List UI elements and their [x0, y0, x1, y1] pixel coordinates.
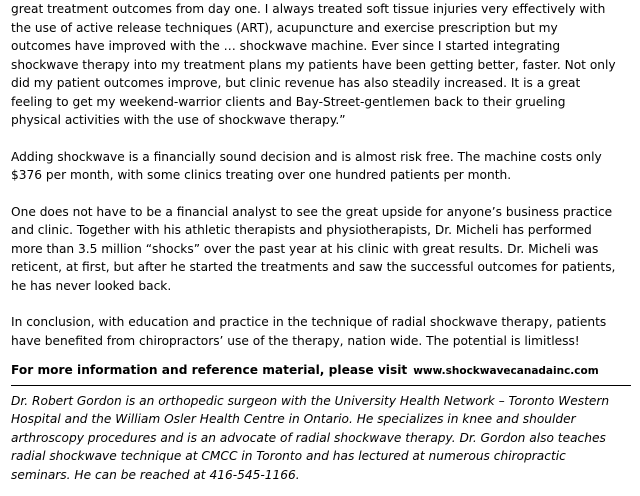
article-paragraph-2: Adding shockwave is a financially sound decision and is almost risk free. The machine costs only $376 per month, with some clinics treating over one hundred patients per month. [11, 149, 602, 182]
article-page [11, 0, 631, 496]
author-bio: Dr. Robert Gordon is an orthopedic surgeon with the University Health Network – Toronto Western Hospital and the William Osler Health Centre in Ontario. He specializes in knee and shoulder arthroscopy procedures and is an advocate of radial shockwave therapy. Dr. Gordon also teaches radial shockwave technique at CMCC in Toronto and has lectured at numerous chiropractic seminars. He can be reached at 416-545-1166. [11, 393, 610, 482]
more-info-label: For more information and reference material, please visit [11, 363, 408, 377]
more-info-line [11, 361, 631, 381]
article-paragraph-1: great treatment outcomes from day one. I always treated soft tissue injuries very effectively with the use of active release techniques (ART), acupuncture and exercise prescription but my outcomes have improved with the … shockwave machine. Ever since I started integrating shockwave therapy into my treatment plans my patients have been getting better, faster. Not only did my patient outcomes improve, but clinic revenue has also steadily increased. It is a great feeling to get my weekend-warrior clients and Bay-Street-gentlemen back to their grueling physical activities with the use of shockwave therapy.” [11, 2, 616, 127]
more-info-url[interactable]: www.shockwavecanadainc.com [413, 365, 599, 377]
article-paragraph-3: One does not have to be a financial analyst to see the great upside for anyone’s business practice and clinic. Together with his athletic therapists and physiotherapists, Dr. Micheli has performed more than 3.5 million “shocks” over the past year at his clinic with great results. Dr. Micheli was reticent, at first, but after he started the treatments and saw the successful outcomes for patients, he has never looked back. [11, 204, 616, 293]
article-paragraph-4: In conclusion, with education and practice in the technique of radial shockwave therapy, patients have benefited from chiropractors’ use of the therapy, nation wide. The potential is limitless! [11, 315, 607, 348]
section-divider [11, 385, 631, 386]
